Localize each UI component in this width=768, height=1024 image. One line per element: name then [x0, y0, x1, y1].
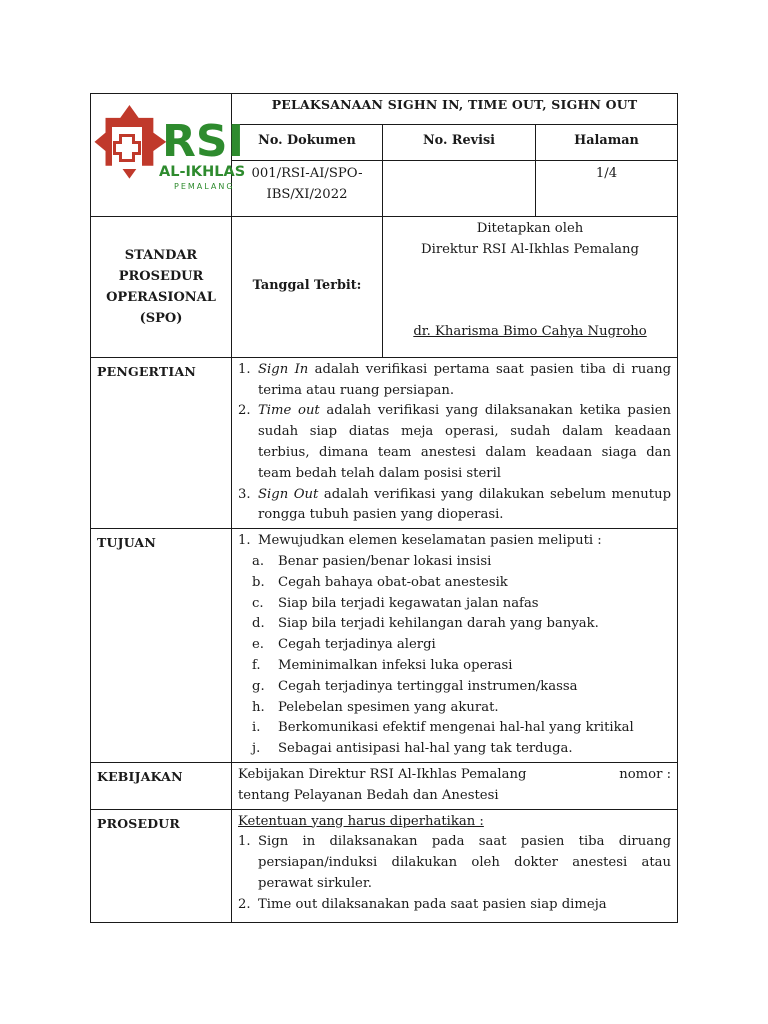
kebijakan-content	[232, 762, 678, 809]
doc-number-value: 001/RSI-AI/SPO- IBS/XI/2022	[232, 161, 383, 217]
kebijakan-nomor: nomor :	[619, 766, 672, 782]
revision-value	[383, 161, 536, 217]
pengertian-item: 3. Sign Out adalah verifikasi yang dilakukan sebelum menutup rongga tubuh pasien yang dioperasi.	[238, 486, 672, 523]
pengertian-content	[232, 357, 678, 528]
list-item: g. Cegah terjadinya tertinggal instrumen/kassa	[252, 678, 578, 694]
logo-cell	[91, 94, 245, 217]
tanggal-terbit-label: Tanggal Terbit:	[232, 216, 383, 357]
list-item: a. Benar pasien/benar lokasi insisi	[252, 553, 492, 569]
list-item: e. Cegah terjadinya alergi	[252, 637, 436, 653]
list-item: f. Meminimalkan infeksi luka operasi	[252, 657, 513, 673]
spo-table	[90, 93, 678, 923]
pengertian-item: 2. Time out adalah verifikasi yang dilaksanakan ketika pasien sudah siap diatas meja operasi, sudah dalam keadaan terbius, dimana team anestesi dalam keadaan siaga dan team bedah telah dalam posisi steril	[238, 403, 672, 481]
logo-city-text: PEMALANG	[173, 182, 235, 191]
tujuan-list	[238, 552, 671, 760]
pengertian-item: 1. Sign In adalah verifikasi pertama saat pasien tiba di ruang terima atau ruang persiapan.	[238, 361, 672, 398]
page-value: 1/4	[536, 161, 678, 217]
doc-number-header: No. Dokumen	[232, 124, 383, 161]
list-item: h. Pelebelan spesimen yang akurat.	[252, 699, 499, 715]
spo-label: STANDAR PROSEDUR OPERASIONAL (SPO)	[91, 216, 232, 357]
tujuan-label: TUJUAN	[91, 529, 232, 763]
prosedur-item: 2. Time out dilaksanakan pada saat pasien siap dimeja	[238, 896, 607, 912]
approval-block	[383, 216, 678, 357]
director-title: Direktur RSI Al-Ikhlas Pemalang	[421, 241, 639, 257]
list-item: d. Siap bila terjadi kehilangan darah yang banyak.	[252, 616, 599, 632]
tujuan-content	[232, 529, 678, 763]
kebijakan-subject: tentang Pelayanan Bedah dan Anestesi	[238, 787, 499, 803]
prosedur-label: PROSEDUR	[91, 809, 232, 922]
ditetapkan-oleh: Ditetapkan oleh	[476, 220, 584, 236]
prosedur-heading: Ketentuan yang harus diperhatikan :	[238, 813, 484, 829]
list-item: j. Sebagai antisipasi hal-hal yang tak terduga.	[252, 741, 573, 757]
signatory-name: dr. Kharisma Bimo Cahya Nugroho	[413, 323, 647, 339]
kebijakan-label: KEBIJAKAN	[91, 762, 232, 809]
list-item: b. Cegah bahaya obat-obat anestesik	[252, 574, 508, 590]
prosedur-content	[232, 809, 678, 922]
page-header: Halaman	[536, 124, 678, 161]
list-item: c. Siap bila terjadi kegawatan jalan nafas	[252, 595, 539, 611]
kebijakan-text: Kebijakan Direktur RSI Al-Ikhlas Pemalang	[238, 766, 527, 782]
tujuan-intro: 1. Mewujudkan elemen keselamatan pasien meliputi :	[238, 533, 602, 549]
rsi-logo	[92, 94, 245, 208]
logo-rsi-text: RSI	[161, 116, 244, 167]
document-title: PELAKSANAAN SIGHN IN, TIME OUT, SIGHN OUT	[232, 94, 678, 125]
prosedur-item: 1. Sign in dilaksanakan pada saat pasien tiba diruang persiapan/induksi dilakukan oleh dokter anestesi atau perawat sirkuler.	[238, 834, 672, 891]
pengertian-label: PENGERTIAN	[91, 357, 232, 528]
logo-emblem	[94, 105, 166, 179]
spo-document	[90, 93, 677, 923]
logo-al-ikhlas-text: AL-IKHLAS	[158, 164, 245, 180]
list-item: i. Berkomunikasi efektif mengenai hal-hal yang kritikal	[252, 720, 634, 736]
revision-header: No. Revisi	[383, 124, 536, 161]
